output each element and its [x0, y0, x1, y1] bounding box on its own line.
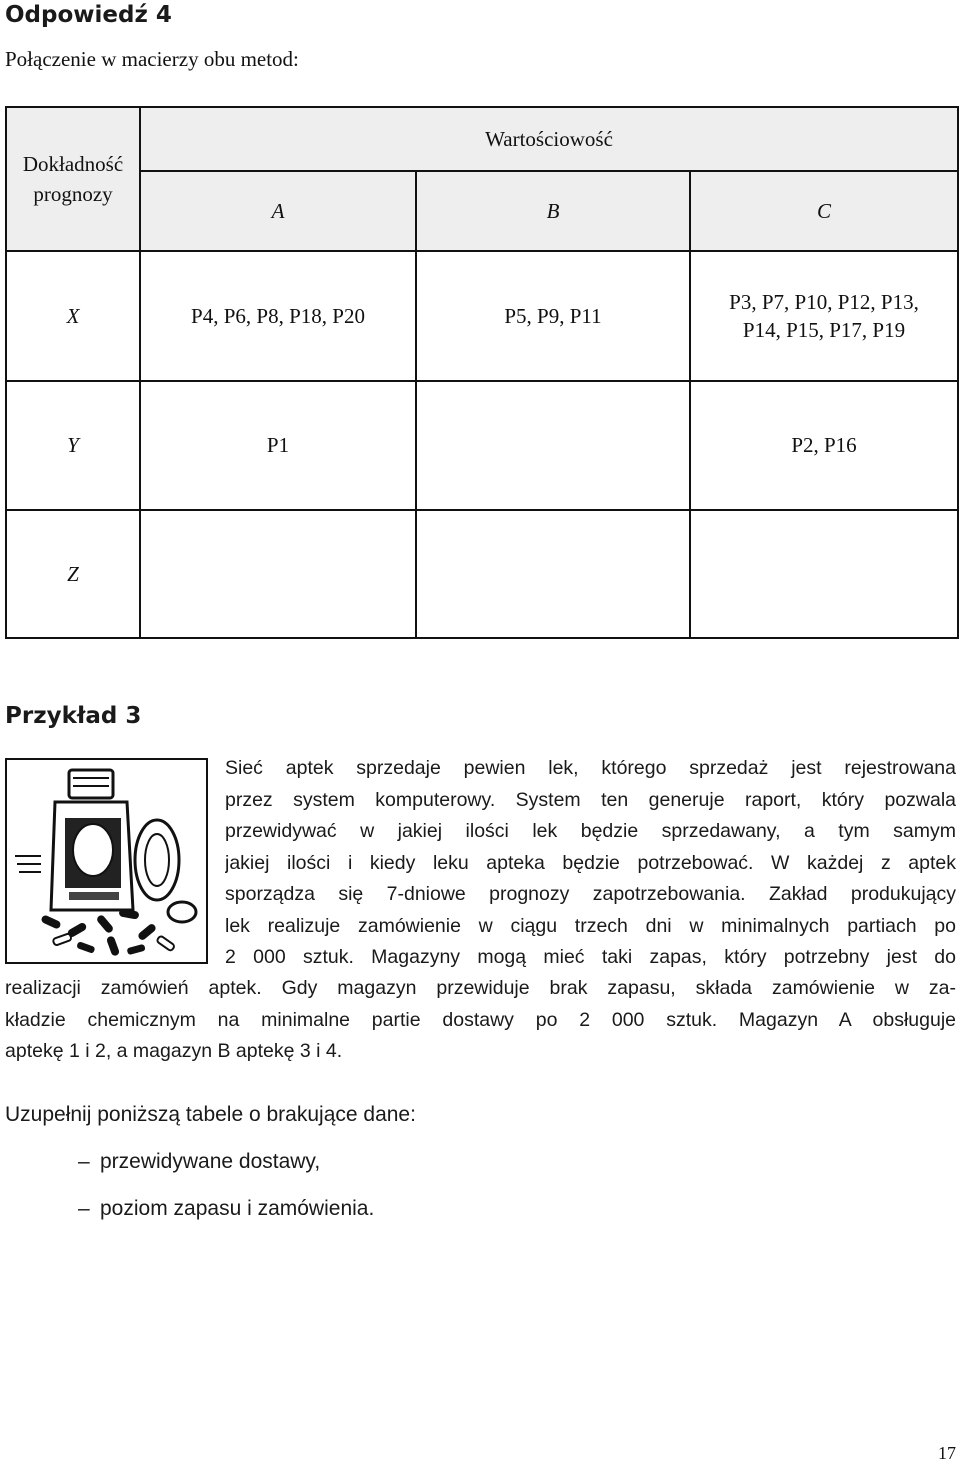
row-label-y: Y: [6, 381, 140, 510]
dash-mark: –: [78, 1150, 90, 1173]
task-text: Uzupełnij poniższą tabele o brakujące dane:: [5, 1103, 416, 1126]
paragraph-line: przewidywać w jakiej ilości lek będzie sprzedawany, a tym samym: [225, 820, 956, 842]
task-item: [78, 1150, 320, 1174]
paragraph-line: Sieć aptek sprzedaje pewien lek, którego sprzedaż jest rejestrowana: [225, 757, 956, 779]
answer-heading: Odpowiedź 4: [5, 2, 172, 28]
paragraph-line: sporządza się 7-dniowe prognozy zapotrzebowania. Zakład produkujący: [225, 883, 956, 905]
column-header-c: C: [690, 171, 958, 251]
matrix-row-z: [6, 510, 958, 638]
example-paragraph-narrow: [225, 753, 956, 974]
cell-x-b: P5, P9, P11: [416, 251, 690, 381]
matrix-corner-cell: [6, 107, 140, 251]
dash-mark: –: [78, 1197, 90, 1220]
task-item: [78, 1197, 374, 1221]
pharmacy-medicine-illustration: [5, 758, 208, 964]
row-label-z: Z: [6, 510, 140, 638]
corner-label-line1: Dokładność: [22, 152, 124, 176]
cell-y-b: [416, 381, 690, 510]
medicine-icon: [7, 760, 206, 962]
corner-label-line2: prognozy: [33, 182, 113, 206]
task-item-label: przewidywane dostawy,: [100, 1150, 321, 1173]
cell-z-a: [140, 510, 416, 638]
paragraph-line: lek realizuje zamówienie w ciągu trzech dni w minimalnych partiach po: [225, 914, 956, 937]
cell-x-a: P4, P6, P8, P18, P20: [140, 251, 416, 381]
cell-z-c: [690, 510, 958, 638]
cell-y-a: P1: [140, 381, 416, 510]
task-item-label: poziom zapasu i zamówienia.: [100, 1197, 375, 1220]
intro-text: Połączenie w macierzy obu metod:: [5, 47, 299, 71]
paragraph-line: jakiej ilości i kiedy leku apteka będzie potrzebować. W każdej z aptek: [225, 851, 956, 874]
cell-x-c: [690, 251, 958, 381]
example-paragraph-wide: [5, 973, 956, 1068]
example-heading: Przykład 3: [5, 703, 142, 729]
paragraph-line: realizacji zamówień aptek. Gdy magazyn przewiduje brak zapasu, składa zamówienie w za-: [5, 977, 956, 999]
paragraph-line: przez system komputerowy. System ten generuje raport, który pozwala: [225, 788, 956, 811]
column-header-a: A: [140, 171, 416, 251]
paragraph-line: aptekę 1 i 2, a magazyn B aptekę 3 i 4.: [5, 1040, 343, 1062]
page-number: 17: [938, 1443, 956, 1463]
row-label-x: X: [6, 251, 140, 381]
column-header-b: B: [416, 171, 690, 251]
paragraph-line: kładzie chemicznym na minimalne partie dostawy po 2 000 sztuk. Magazyn A obsługuje: [5, 1008, 956, 1031]
paragraph-line: 2 000 sztuk. Magazyny mogą mieć taki zapas, który potrzebny jest do: [225, 946, 956, 968]
matrix-row-y: [6, 381, 958, 510]
cell-x-c-line1: P3, P7, P10, P12, P13,: [729, 290, 919, 314]
classification-matrix: [5, 106, 959, 639]
cell-z-b: [416, 510, 690, 638]
cell-y-c: P2, P16: [690, 381, 958, 510]
cell-x-c-line2: P14, P15, P17, P19: [742, 318, 906, 342]
value-header: Wartościowość: [140, 107, 958, 171]
matrix-row-x: [6, 251, 958, 381]
